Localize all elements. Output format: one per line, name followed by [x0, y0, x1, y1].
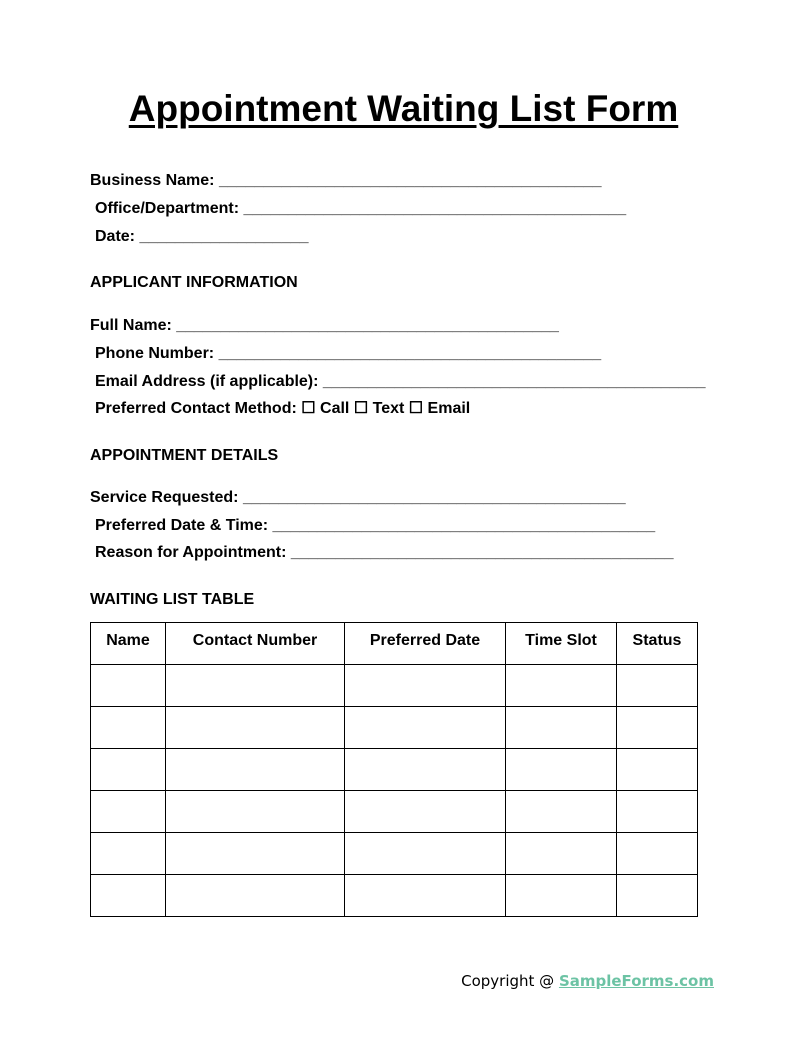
table-cell[interactable]: [166, 707, 345, 749]
table-cell[interactable]: [506, 833, 617, 875]
table-cell[interactable]: [617, 707, 698, 749]
appointment-details-heading: APPOINTMENT DETAILS: [90, 447, 279, 464]
date-field[interactable]: Date: ___________________: [95, 228, 309, 245]
column-header-time-slot: Time Slot: [506, 623, 617, 665]
phone-number-field[interactable]: Phone Number: ___________________________________________: [95, 345, 602, 362]
column-header-status: Status: [617, 623, 698, 665]
table-cell[interactable]: [345, 707, 506, 749]
table-cell[interactable]: [506, 749, 617, 791]
table-cell[interactable]: [91, 875, 166, 917]
table-cell[interactable]: [345, 875, 506, 917]
preferred-contact-method-field[interactable]: Preferred Contact Method: ☐ Call ☐ Text ☐ Email: [95, 400, 471, 417]
copyright-footer: [461, 972, 714, 990]
column-header-name: Name: [91, 623, 166, 665]
waiting-list-table-heading: WAITING LIST TABLE: [90, 591, 255, 608]
table-header-row: [91, 623, 698, 665]
table-cell[interactable]: [345, 791, 506, 833]
table-cell[interactable]: [506, 791, 617, 833]
reason-for-appointment-field[interactable]: Reason for Appointment: ___________________________________________: [95, 544, 674, 561]
table-cell[interactable]: [506, 875, 617, 917]
waiting-list-table: [90, 622, 698, 917]
copyright-text: Copyright @: [461, 972, 559, 990]
table-cell[interactable]: [91, 749, 166, 791]
table-row: [91, 665, 698, 707]
table-cell[interactable]: [617, 665, 698, 707]
table-cell[interactable]: [345, 665, 506, 707]
table-cell[interactable]: [91, 707, 166, 749]
table-cell[interactable]: [91, 833, 166, 875]
office-department-field[interactable]: Office/Department: ___________________________________________: [95, 200, 627, 217]
table-cell[interactable]: [506, 665, 617, 707]
preferred-date-time-field[interactable]: Preferred Date & Time: ___________________________________________: [95, 517, 656, 534]
service-requested-field[interactable]: Service Requested: ___________________________________________: [90, 489, 626, 506]
column-header-preferred-date: Preferred Date: [345, 623, 506, 665]
table-row: [91, 707, 698, 749]
full-name-field[interactable]: Full Name: ___________________________________________: [90, 317, 559, 334]
table-cell[interactable]: [345, 749, 506, 791]
table-cell[interactable]: [166, 665, 345, 707]
table-cell[interactable]: [617, 749, 698, 791]
table-cell[interactable]: [91, 665, 166, 707]
form-title: Appointment Waiting List Form: [128, 88, 679, 129]
table-cell[interactable]: [617, 791, 698, 833]
table-cell[interactable]: [166, 833, 345, 875]
applicant-information-heading: APPLICANT INFORMATION: [90, 274, 298, 291]
table-row: [91, 875, 698, 917]
table-cell[interactable]: [617, 875, 698, 917]
email-address-field[interactable]: Email Address (if applicable): ___________________________________________: [95, 373, 706, 390]
sampleforms-link[interactable]: SampleForms.com: [558, 972, 714, 990]
table-row: [91, 749, 698, 791]
table-cell[interactable]: [91, 791, 166, 833]
table-cell[interactable]: [166, 749, 345, 791]
table-cell[interactable]: [506, 707, 617, 749]
column-header-contact-number: Contact Number: [166, 623, 345, 665]
table-cell[interactable]: [166, 791, 345, 833]
table-cell[interactable]: [166, 875, 345, 917]
business-name-field[interactable]: Business Name: ___________________________________________: [90, 172, 602, 189]
table-cell[interactable]: [345, 833, 506, 875]
table-row: [91, 833, 698, 875]
table-cell[interactable]: [617, 833, 698, 875]
table-row: [91, 791, 698, 833]
